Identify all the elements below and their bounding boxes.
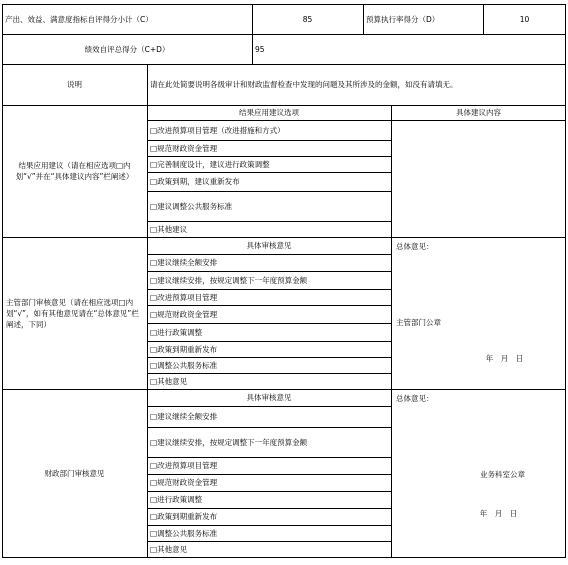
explanation-label: 说明 xyxy=(67,80,82,89)
row-divider xyxy=(2,34,566,35)
finance-seal-label: 业务科室公章 xyxy=(480,469,525,479)
result-option-1: □改进预算项目管理（改进措施和方式） xyxy=(150,125,285,135)
column-divider xyxy=(252,4,253,64)
row-divider xyxy=(147,541,391,542)
dept-overall-label: 总体意见： xyxy=(396,241,434,251)
total-score-value: 95 xyxy=(255,44,265,54)
row-divider xyxy=(2,237,566,238)
result-option-2: □规范财政资金管理 xyxy=(150,143,218,153)
column-divider xyxy=(391,105,392,558)
dept-option-3: □改进预算项目管理 xyxy=(150,292,218,302)
row-divider xyxy=(2,389,566,390)
row-divider xyxy=(147,172,391,173)
row-divider xyxy=(147,191,391,192)
result-option-3: □完善制度设计，建议进行政策调整 xyxy=(150,159,270,169)
row-divider xyxy=(147,508,391,509)
finance-option-8: □其他意见 xyxy=(150,544,188,554)
finance-review-label: 财政部门审核意见 xyxy=(44,468,105,478)
exec-rate-score: 10 xyxy=(519,14,530,24)
exec-rate-label: 预算执行率得分（D） xyxy=(366,14,440,24)
finance-option-3: □改进预算项目管理 xyxy=(150,461,218,470)
finance-option-7: □调整公共服务标准 xyxy=(150,528,218,538)
row-divider xyxy=(147,221,391,222)
finance-option-2: □建议继续安排，按规定调整下一年度预算金额 xyxy=(150,437,308,447)
dept-date-label: 年 月 日 xyxy=(485,353,524,363)
row-divider xyxy=(2,64,566,65)
row-divider xyxy=(147,289,391,290)
row-divider xyxy=(147,457,391,458)
finance-option-5: □进行政策调整 xyxy=(150,495,203,504)
result-content-area[interactable] xyxy=(391,120,566,237)
dept-review-label: 主管部门审核意见（请在相应选项□内划“√”，如有其他意见请在“总体意见”栏阐述，下同） xyxy=(6,297,139,329)
finance-date-label: 年 月 日 xyxy=(479,508,518,518)
row-divider xyxy=(147,120,566,121)
row-divider xyxy=(147,525,391,526)
total-score-label: 绩效自评总得分（C+D） xyxy=(84,44,170,54)
row-divider xyxy=(147,357,391,358)
dept-option-5: □进行政策调整 xyxy=(150,327,203,337)
dept-option-8: □其他意见 xyxy=(150,376,188,386)
result-section-label: 结果应用建议（请在相应选项□内划“√”并在“具体建议内容”栏阐述） xyxy=(15,161,134,181)
dept-review-header: 具体审核意见 xyxy=(246,241,292,250)
finance-overall-label: 总体意见： xyxy=(396,393,434,403)
dept-option-6: □政策到期重新发布 xyxy=(150,344,218,354)
result-option-4: □政策到期，建议重新发布 xyxy=(150,177,240,186)
subtotal-label: 产出、效益、满意度指标自评得分小计（C） xyxy=(5,14,153,24)
column-divider xyxy=(483,4,484,34)
dept-option-4: □规范财政资金管理 xyxy=(150,309,218,319)
row-divider xyxy=(147,427,391,428)
border-top xyxy=(2,4,566,5)
finance-option-4: □规范财政资金管理 xyxy=(150,478,218,487)
subtotal-score: 85 xyxy=(302,14,313,24)
column-divider xyxy=(147,64,148,558)
dept-option-7: □调整公共服务标准 xyxy=(150,360,218,370)
row-divider xyxy=(147,271,391,272)
border-bottom xyxy=(2,557,566,558)
border-right xyxy=(565,4,566,558)
row-divider xyxy=(147,156,391,157)
explanation-text: 请在此处简要说明各级审计和财政监督检查中发现的问题及其所涉及的金额，如没有请填无。 xyxy=(150,80,458,89)
row-divider xyxy=(147,341,391,342)
row-divider xyxy=(147,474,391,475)
border-left xyxy=(2,4,3,558)
dept-option-1: □建议继续全额安排 xyxy=(150,258,218,267)
row-divider xyxy=(147,254,391,255)
row-divider xyxy=(147,373,391,374)
result-options-header: 结果应用建议选项 xyxy=(239,108,299,117)
dept-seal-label: 主管部门公章 xyxy=(396,317,441,327)
dept-option-2: □建议继续安排，按规定调整下一年度预算金额 xyxy=(150,275,308,285)
row-divider xyxy=(147,406,391,407)
finance-review-header: 具体审核意见 xyxy=(246,393,292,402)
row-divider xyxy=(147,323,391,324)
row-divider xyxy=(147,491,391,492)
row-divider xyxy=(2,105,566,106)
row-divider xyxy=(147,140,391,141)
result-content-header: 具体建议内容 xyxy=(456,108,501,117)
finance-option-1: □建议继续全额安排 xyxy=(150,412,218,421)
column-divider xyxy=(363,4,364,34)
result-option-5: □建议调整公共服务标准 xyxy=(150,201,233,211)
row-divider xyxy=(147,305,391,306)
result-option-6: □其他建议 xyxy=(150,224,188,234)
finance-option-6: □政策到期重新发布 xyxy=(150,512,218,521)
